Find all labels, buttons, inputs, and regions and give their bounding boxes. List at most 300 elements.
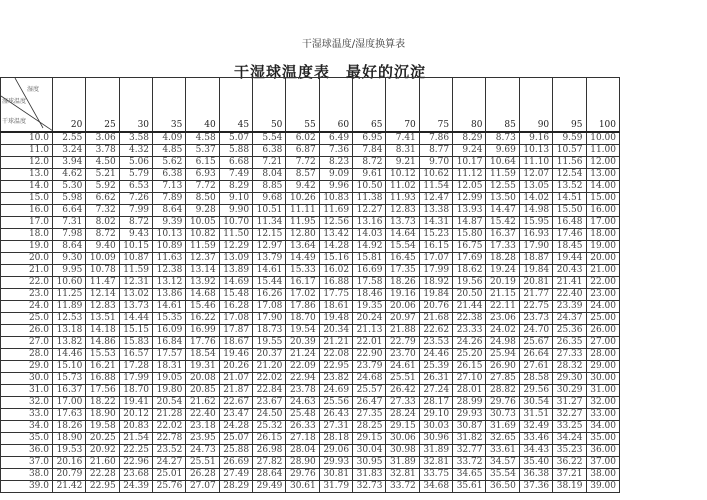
table-row xyxy=(1,217,620,229)
table-cell: 17.99 xyxy=(119,373,152,385)
table-cell: 12.15 xyxy=(253,229,286,241)
table-cell: 13.50 xyxy=(486,193,519,205)
table-cell: 19.35 xyxy=(353,301,386,313)
table-cell: 6.49 xyxy=(319,132,352,145)
table-cell: 37.00 xyxy=(586,457,620,469)
table-cell: 13.93 xyxy=(453,205,486,217)
table-cell: 21.42 xyxy=(53,481,86,493)
table-cell: 9.30 xyxy=(53,253,86,265)
table-cell: 20.37 xyxy=(253,349,286,361)
table-cell: 18.46 xyxy=(353,289,386,301)
table-cell: 7.72 xyxy=(186,181,219,193)
table-cell: 21.77 xyxy=(519,289,552,301)
table-cell: 33.46 xyxy=(519,433,552,445)
table-cell: 17.28 xyxy=(119,361,152,373)
table-cell: 18.90 xyxy=(53,433,86,445)
table-cell: 15.53 xyxy=(86,349,119,361)
table-cell: 9.96 xyxy=(319,181,352,193)
table-cell: 8.72 xyxy=(119,217,152,229)
table-cell: 28.25 xyxy=(353,421,386,433)
table-cell: 21.28 xyxy=(153,409,186,421)
table-cell: 12.56 xyxy=(319,217,352,229)
table-cell: 31.00 xyxy=(586,385,620,397)
table-row xyxy=(1,337,620,349)
table-cell: 39.00 xyxy=(586,481,620,493)
table-cell: 22.00 xyxy=(586,277,620,289)
table-cell: 12.27 xyxy=(353,205,386,217)
table-cell: 7.41 xyxy=(386,132,419,145)
table-cell: 33.61 xyxy=(486,445,519,457)
table-cell: 22.09 xyxy=(286,361,319,373)
table-cell: 8.85 xyxy=(253,181,286,193)
table-cell: 13.42 xyxy=(319,229,352,241)
table-cell: 17.90 xyxy=(519,241,552,253)
table-cell: 30.00 xyxy=(586,373,620,385)
table-cell: 37.36 xyxy=(519,481,552,493)
table-cell: 11.54 xyxy=(419,181,452,193)
table-cell: 8.73 xyxy=(486,132,519,145)
table-cell: 29.76 xyxy=(486,397,519,409)
table-cell: 19.56 xyxy=(453,277,486,289)
table-cell: 11.59 xyxy=(119,265,152,277)
table-cell: 11.89 xyxy=(53,301,86,313)
table-cell: 20.08 xyxy=(186,373,219,385)
table-cell: 15.54 xyxy=(386,241,419,253)
table-cell: 15.00 xyxy=(586,193,620,205)
table-cell: 16.15 xyxy=(419,241,452,253)
table-cell: 10.13 xyxy=(153,229,186,241)
table-cell: 29.15 xyxy=(386,421,419,433)
table-cell: 20.24 xyxy=(353,313,386,325)
table-cell: 11.00 xyxy=(586,145,620,157)
table-cell: 25.51 xyxy=(386,373,419,385)
table-cell: 9.16 xyxy=(519,132,552,145)
table-row xyxy=(1,421,620,433)
table-cell: 10.89 xyxy=(153,241,186,253)
table-cell: 8.77 xyxy=(419,145,452,157)
table-cell: 30.29 xyxy=(553,385,586,397)
table-cell: 25.94 xyxy=(486,349,519,361)
table-cell: 22.25 xyxy=(119,445,152,457)
table-cell: 7.36 xyxy=(319,145,352,157)
table-cell: 16.21 xyxy=(86,361,119,373)
table-cell: 20.16 xyxy=(53,457,86,469)
table-cell: 30.95 xyxy=(353,457,386,469)
table-cell: 13.14 xyxy=(186,265,219,277)
table-cell: 19.48 xyxy=(319,313,352,325)
table-cell: 32.77 xyxy=(453,445,486,457)
table-cell: 2.55 xyxy=(53,132,86,145)
table-cell: 20.97 xyxy=(386,313,419,325)
table-cell: 35.54 xyxy=(486,469,519,481)
table-cell: 23.70 xyxy=(386,349,419,361)
table-cell: 17.69 xyxy=(453,253,486,265)
table-cell: 18.70 xyxy=(119,385,152,397)
table-cell: 20.50 xyxy=(453,289,486,301)
table-cell: 32.81 xyxy=(386,469,419,481)
table-cell: 12.99 xyxy=(453,193,486,205)
table-cell: 34.43 xyxy=(519,445,552,457)
table-cell: 27.10 xyxy=(453,373,486,385)
table-cell: 10.15 xyxy=(119,241,152,253)
table-cell: 28.04 xyxy=(286,445,319,457)
table-cell: 20.43 xyxy=(553,265,586,277)
table-cell: 13.82 xyxy=(53,337,86,349)
table-cell: 9.24 xyxy=(453,145,486,157)
table-cell: 13.73 xyxy=(119,301,152,313)
table-cell: 19.16 xyxy=(386,289,419,301)
table-cell: 7.99 xyxy=(119,205,152,217)
table-cell: 16.88 xyxy=(86,373,119,385)
table-row xyxy=(1,409,620,421)
table-cell: 25.00 xyxy=(586,313,620,325)
table-cell: 14.46 xyxy=(53,349,86,361)
table-cell: 4.62 xyxy=(53,169,86,181)
table-cell: 15.83 xyxy=(119,337,152,349)
table-cell: 18.28 xyxy=(486,253,519,265)
table-cell: 13.64 xyxy=(286,241,319,253)
table-cell: 21.87 xyxy=(219,385,252,397)
table-cell: 12.29 xyxy=(219,241,252,253)
table-cell: 31.89 xyxy=(419,445,452,457)
table-cell: 8.72 xyxy=(353,157,386,169)
table-cell: 12.14 xyxy=(86,289,119,301)
table-cell: 13.16 xyxy=(353,217,386,229)
table-cell: 34.68 xyxy=(419,481,452,493)
table-cell: 24.28 xyxy=(219,421,252,433)
table-cell: 12.54 xyxy=(553,169,586,181)
table-cell: 7.32 xyxy=(86,205,119,217)
corner-label-humidity: 湿度 xyxy=(27,86,40,93)
table-cell: 10.64 xyxy=(486,157,519,169)
table-cell: 18.90 xyxy=(86,409,119,421)
table-cell: 18.54 xyxy=(186,349,219,361)
table-cell: 10.09 xyxy=(86,253,119,265)
table-cell: 13.79 xyxy=(253,253,286,265)
table-cell: 28.00 xyxy=(586,349,620,361)
table-row xyxy=(1,397,620,409)
table-cell: 20.76 xyxy=(419,301,452,313)
table-cell: 20.85 xyxy=(186,385,219,397)
row-label-dry-bulb: 24.0 xyxy=(1,301,53,313)
table-cell: 25.67 xyxy=(519,337,552,349)
table-cell: 30.06 xyxy=(386,433,419,445)
table-cell: 4.58 xyxy=(186,132,219,145)
table-cell: 4.09 xyxy=(153,132,186,145)
table-cell: 29.15 xyxy=(353,433,386,445)
table-cell: 25.57 xyxy=(353,385,386,397)
table-cell: 25.32 xyxy=(253,421,286,433)
row-label-dry-bulb: 28.0 xyxy=(1,349,53,361)
table-cell: 23.82 xyxy=(319,373,352,385)
table-cell: 27.35 xyxy=(353,409,386,421)
table-cell: 16.09 xyxy=(153,325,186,337)
table-cell: 23.95 xyxy=(186,433,219,445)
table-cell: 7.89 xyxy=(153,193,186,205)
column-header-40: 40 xyxy=(186,78,219,133)
table-cell: 18.73 xyxy=(253,325,286,337)
table-cell: 32.27 xyxy=(553,409,586,421)
table-cell: 23.73 xyxy=(519,313,552,325)
table-cell: 4.85 xyxy=(153,145,186,157)
table-cell: 6.15 xyxy=(186,157,219,169)
table-cell: 16.17 xyxy=(286,277,319,289)
table-cell: 13.18 xyxy=(53,325,86,337)
column-header-100: 100 xyxy=(586,78,620,133)
row-label-dry-bulb: 18.0 xyxy=(1,229,53,241)
table-cell: 34.24 xyxy=(553,433,586,445)
table-cell: 17.99 xyxy=(419,265,452,277)
table-cell: 11.10 xyxy=(519,157,552,169)
table-cell: 32.73 xyxy=(353,481,386,493)
table-row xyxy=(1,205,620,217)
table-row xyxy=(1,433,620,445)
table-cell: 12.38 xyxy=(153,265,186,277)
table-cell: 21.15 xyxy=(486,289,519,301)
table-cell: 10.62 xyxy=(419,169,452,181)
table-cell: 19.55 xyxy=(253,337,286,349)
table-cell: 18.67 xyxy=(219,337,252,349)
table-cell: 10.51 xyxy=(253,205,286,217)
table-cell: 14.61 xyxy=(253,265,286,277)
table-cell: 31.51 xyxy=(519,409,552,421)
table-cell: 9.59 xyxy=(553,132,586,145)
table-cell: 29.93 xyxy=(319,457,352,469)
table-cell: 22.38 xyxy=(453,313,486,325)
table-row xyxy=(1,157,620,169)
table-cell: 10.12 xyxy=(386,169,419,181)
table-cell: 7.13 xyxy=(153,181,186,193)
table-cell: 16.57 xyxy=(119,349,152,361)
table-cell: 20.25 xyxy=(86,433,119,445)
table-cell: 26.47 xyxy=(353,397,386,409)
table-cell: 12.83 xyxy=(86,301,119,313)
row-label-dry-bulb: 35.0 xyxy=(1,433,53,445)
table-cell: 22.95 xyxy=(319,361,352,373)
table-row xyxy=(1,241,620,253)
table-cell: 20.19 xyxy=(486,277,519,289)
table-cell: 5.62 xyxy=(153,157,186,169)
table-cell: 29.30 xyxy=(553,373,586,385)
table-cell: 13.73 xyxy=(386,217,419,229)
table-cell: 27.49 xyxy=(219,469,252,481)
table-cell: 13.89 xyxy=(219,265,252,277)
table-cell: 14.28 xyxy=(319,241,352,253)
table-cell: 10.78 xyxy=(86,265,119,277)
row-label-dry-bulb: 29.0 xyxy=(1,361,53,373)
table-cell: 27.24 xyxy=(419,385,452,397)
corner-label-dry-bulb: 干球温度 xyxy=(2,118,27,125)
table-cell: 10.60 xyxy=(53,277,86,289)
table-row xyxy=(1,361,620,373)
table-row xyxy=(1,445,620,457)
table-cell: 14.02 xyxy=(519,193,552,205)
table-cell: 30.54 xyxy=(519,397,552,409)
table-cell: 10.57 xyxy=(553,145,586,157)
table-cell: 24.39 xyxy=(119,481,152,493)
table-cell: 17.33 xyxy=(486,241,519,253)
table-cell: 23.18 xyxy=(186,421,219,433)
table-cell: 33.72 xyxy=(386,481,419,493)
table-cell: 16.37 xyxy=(486,229,519,241)
table-cell: 27.85 xyxy=(486,373,519,385)
table-cell: 8.04 xyxy=(253,169,286,181)
row-label-dry-bulb: 13.0 xyxy=(1,169,53,181)
table-cell: 8.50 xyxy=(186,193,219,205)
table-cell: 9.43 xyxy=(119,229,152,241)
table-cell: 13.09 xyxy=(219,253,252,265)
table-cell: 11.25 xyxy=(53,289,86,301)
table-cell: 8.29 xyxy=(453,132,486,145)
table-cell: 26.90 xyxy=(486,361,519,373)
table-cell: 16.45 xyxy=(386,253,419,265)
table-cell: 25.20 xyxy=(453,349,486,361)
table-cell: 20.00 xyxy=(586,253,620,265)
table-cell: 15.35 xyxy=(153,313,186,325)
table-cell: 6.62 xyxy=(86,193,119,205)
table-cell: 6.87 xyxy=(286,145,319,157)
table-cell: 13.51 xyxy=(86,313,119,325)
table-cell: 19.31 xyxy=(186,361,219,373)
table-cell: 12.83 xyxy=(386,205,419,217)
table-cell: 26.98 xyxy=(253,445,286,457)
table-cell: 4.50 xyxy=(86,157,119,169)
table-cell: 7.98 xyxy=(53,229,86,241)
row-label-dry-bulb: 39.0 xyxy=(1,481,53,493)
table-cell: 27.82 xyxy=(253,457,286,469)
table-cell: 25.36 xyxy=(553,325,586,337)
table-cell: 30.61 xyxy=(286,481,319,493)
row-label-dry-bulb: 37.0 xyxy=(1,457,53,469)
table-cell: 9.61 xyxy=(353,169,386,181)
table-cell: 16.37 xyxy=(53,385,86,397)
table-cell: 21.60 xyxy=(86,457,119,469)
table-cell: 15.42 xyxy=(486,217,519,229)
table-cell: 32.65 xyxy=(486,433,519,445)
table-cell: 9.70 xyxy=(419,157,452,169)
table-cell: 9.39 xyxy=(153,217,186,229)
row-label-dry-bulb: 30.0 xyxy=(1,373,53,385)
table-title: 干湿球温度表 最好的沉淀 xyxy=(233,63,426,81)
table-row xyxy=(1,325,620,337)
table-cell: 19.41 xyxy=(119,397,152,409)
table-cell: 28.64 xyxy=(253,469,286,481)
table-cell: 24.73 xyxy=(186,445,219,457)
table-cell: 21.62 xyxy=(186,397,219,409)
table-cell: 6.95 xyxy=(353,132,386,145)
table-cell: 6.02 xyxy=(286,132,319,145)
table-cell: 24.46 xyxy=(419,349,452,361)
table-cell: 15.46 xyxy=(186,301,219,313)
table-cell: 36.00 xyxy=(586,445,620,457)
table-cell: 25.88 xyxy=(219,445,252,457)
table-cell: 17.87 xyxy=(219,325,252,337)
table-cell: 24.69 xyxy=(319,385,352,397)
table-cell: 11.11 xyxy=(286,205,319,217)
table-cell: 14.18 xyxy=(86,325,119,337)
table-row xyxy=(1,145,620,157)
table-cell: 8.02 xyxy=(86,217,119,229)
table-cell: 22.67 xyxy=(219,397,252,409)
table-cell: 30.96 xyxy=(419,433,452,445)
table-cell: 30.98 xyxy=(386,445,419,457)
table-cell: 3.78 xyxy=(86,145,119,157)
table-cell: 14.86 xyxy=(86,337,119,349)
table-cell: 17.56 xyxy=(86,385,119,397)
table-cell: 24.50 xyxy=(253,409,286,421)
table-cell: 9.40 xyxy=(86,241,119,253)
table-cell: 5.07 xyxy=(219,132,252,145)
table-cell: 10.50 xyxy=(353,181,386,193)
table-cell: 25.01 xyxy=(153,469,186,481)
table-cell: 25.51 xyxy=(186,457,219,469)
table-cell: 16.88 xyxy=(319,277,352,289)
table-cell: 12.07 xyxy=(519,169,552,181)
table-cell: 26.43 xyxy=(319,409,352,421)
table-cell: 26.42 xyxy=(386,385,419,397)
table-cell: 21.24 xyxy=(286,349,319,361)
table-cell: 20.81 xyxy=(519,277,552,289)
table-cell: 8.64 xyxy=(153,205,186,217)
table-cell: 11.34 xyxy=(253,217,286,229)
table-cell: 18.22 xyxy=(86,397,119,409)
table-cell: 29.06 xyxy=(319,445,352,457)
table-cell: 24.26 xyxy=(453,337,486,349)
table-cell: 10.13 xyxy=(519,145,552,157)
table-cell: 5.54 xyxy=(253,132,286,145)
table-cell: 10.82 xyxy=(186,229,219,241)
table-cell: 30.73 xyxy=(486,409,519,421)
table-cell: 12.97 xyxy=(253,241,286,253)
table-cell: 19.44 xyxy=(553,253,586,265)
column-header-30: 30 xyxy=(119,78,152,133)
table-cell: 15.95 xyxy=(519,217,552,229)
table-cell: 14.64 xyxy=(386,229,419,241)
table-cell: 30.87 xyxy=(453,421,486,433)
row-label-dry-bulb: 38.0 xyxy=(1,469,53,481)
table-cell: 13.92 xyxy=(186,277,219,289)
table-cell: 6.53 xyxy=(119,181,152,193)
table-cell: 28.58 xyxy=(519,373,552,385)
table-cell: 15.16 xyxy=(319,253,352,265)
row-label-dry-bulb: 17.0 xyxy=(1,217,53,229)
table-cell: 8.72 xyxy=(86,229,119,241)
table-cell: 5.79 xyxy=(119,169,152,181)
table-cell: 25.39 xyxy=(419,361,452,373)
table-cell: 22.62 xyxy=(419,325,452,337)
humidity-conversion-table xyxy=(0,77,620,493)
table-cell: 9.90 xyxy=(219,205,252,217)
table-cell: 27.61 xyxy=(519,361,552,373)
column-header-80: 80 xyxy=(453,78,486,133)
table-row xyxy=(1,169,620,181)
table-row xyxy=(1,469,620,481)
table-cell: 8.23 xyxy=(319,157,352,169)
table-cell: 17.58 xyxy=(353,277,386,289)
table-cell: 14.44 xyxy=(119,313,152,325)
table-cell: 18.62 xyxy=(453,265,486,277)
table-cell: 17.90 xyxy=(253,313,286,325)
column-header-95: 95 xyxy=(553,78,586,133)
row-label-dry-bulb: 20.0 xyxy=(1,253,53,265)
table-cell: 21.20 xyxy=(253,361,286,373)
table-cell: 17.46 xyxy=(553,229,586,241)
table-cell: 22.28 xyxy=(86,469,119,481)
corner-label-wet-bulb: 湿球温度 xyxy=(2,98,27,105)
table-row xyxy=(1,265,620,277)
table-cell: 17.35 xyxy=(386,265,419,277)
row-label-dry-bulb: 32.0 xyxy=(1,397,53,409)
